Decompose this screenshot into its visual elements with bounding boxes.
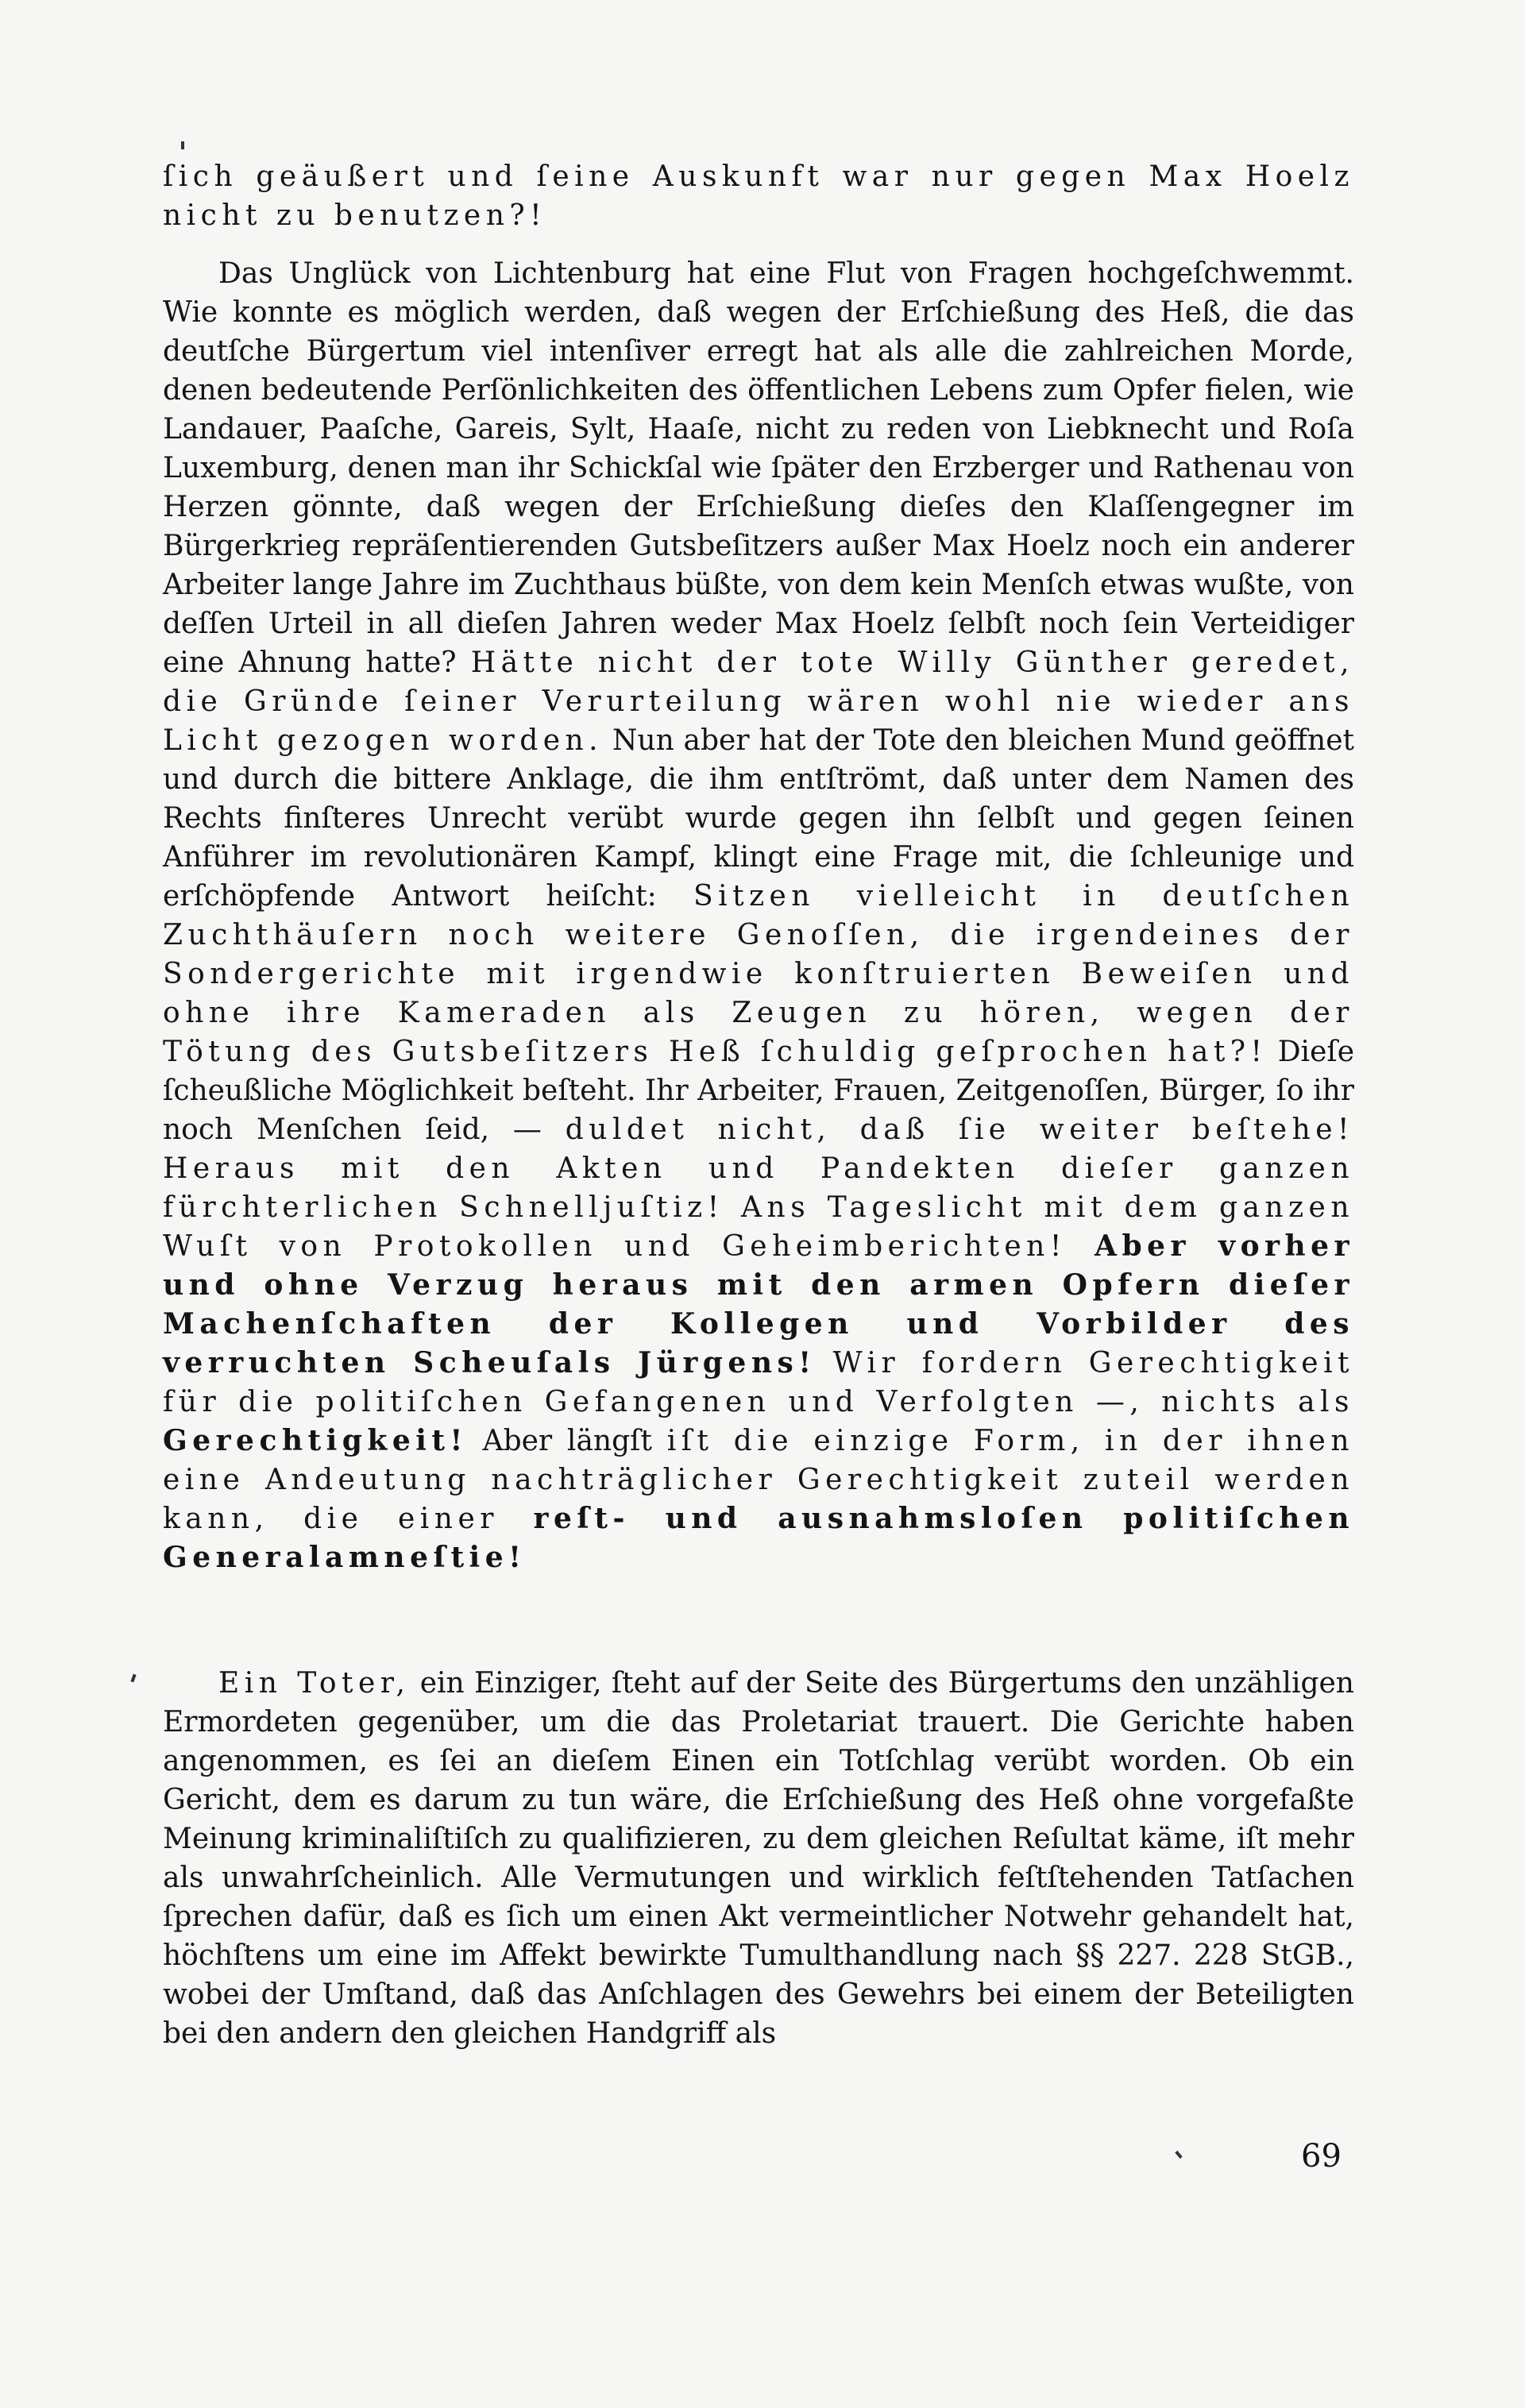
paragraph <box>163 254 1354 1577</box>
text-run: Gerechtigkeit! <box>163 1424 468 1457</box>
text-run: Ein Toter, <box>218 1667 411 1700</box>
ink-mark <box>1175 2151 1182 2159</box>
text-run: Wir fordern Gerechtigkeit für die politiſchen Gefangenen und Verfolgten —, nichts als <box>163 1347 1355 1418</box>
text-run: Aber vorher und ohne Verzug heraus mit den armen Opfern dieſer Machenſchaften der Kollegen und Vorbilder des verruchten Scheuſals Jürgens! <box>163 1229 1354 1380</box>
ink-mark <box>130 1674 136 1683</box>
paragraph <box>163 1664 1354 2053</box>
text-run: Das Unglück von Lichtenburg hat eine Flut von Fragen hochgeſchwemmt. Wie konnte es möglich werden, daß wegen der Erſchießung des Heß, die das deutſche Bürgertum viel intenſiver erregt hat als alle die zahlreichen Morde, denen bedeutende Perſönlichkeiten des öffentlichen Lebens zum Opfer fielen, wie Landauer, Paaſche, Gareis, Sylt, Haaſe, nicht zu reden von Liebknecht und Roſa Luxemburg, denen man ihr Schickſal wie ſpäter den Erzberger und Rathenau von Herzen gönnte, daß wegen der Erſchießung dieſes den Klaſſengegner im Bürgerkrieg repräſentierenden Gutsbeſitzers außer Max Hoelz noch ein anderer Arbeiter lange Jahre im Zuchthaus büßte, von dem kein Menſch etwas wußte, von deſſen Urteil in all dieſen Jahren weder Max Hoelz ſelbſt noch ſein Verteidiger eine Ahnung hatte? <box>163 257 1354 679</box>
text-run: reſt- und ausnahmsloſen politiſchen Generalamneſtie! <box>163 1502 1354 1574</box>
paragraph <box>163 157 1354 235</box>
page-number: 69 <box>1301 2138 1342 2175</box>
text-run: duldet nicht, daß ſie weiter beſtehe! Heraus mit den Akten und Pandekten dieſer ganzen fürchterlichen Schnelljuſtiz! Ans Tageslicht mit dem ganzen Wuſt von Protokollen und Geheimberichten! <box>163 1113 1354 1263</box>
text-run: iſt die einzige Form, in der ihnen eine Andeutung nachträglicher Gerechtigkeit zuteil werden kann, die einer <box>163 1425 1354 1535</box>
text-run: Nun aber hat der Tote den bleichen Mund geöffnet und durch die bittere Anklage, die ihm entſtrömt, daß unter dem Namen des Rechts finſteres Unrecht verübt wurde gegen ihn ſelbſt und gegen ſeinen Anführer im revolutionären Kampf, klingt eine Frage mit, die ſchleunige und erſchöpfende Antwort heiſcht: <box>163 724 1354 913</box>
text-run: Sitzen vielleicht in deutſchen Zuchthäuſern noch weitere Genoſſen, die irgendeines der Sondergerichte mit irgendwie konſtruierten Beweiſen und ohne ihre Kameraden als Zeugen zu hören, wegen der Tötung des Gutsbeſitzers Heß ſchuldig geſprochen hat?! <box>163 880 1354 1068</box>
ink-mark <box>181 141 184 149</box>
text-run: Hätte nicht der tote Willy Günther geredet, die Gründe ſeiner Verurteilung wären wohl nie wieder ans Licht gezogen worden. <box>163 646 1354 757</box>
text-run: Aber längſt <box>467 1425 667 1457</box>
text-run: ein Einziger, ſteht auf der Seite des Bürgertums den unzähligen Ermordeten gegenüber, um die das Proletariat trauert. Die Gerichte haben angenommen, es ſei an dieſem Einen ein Totſchlag verübt worden. Ob ein Gericht, dem es darum zu tun wäre, die Erſchießung des Heß ohne vorgefaßte Meinung kriminaliſtiſch zu qualifizieren, zu dem gleichen Reſultat käme, iſt mehr als unwahrſcheinlich. Alle Vermutungen und wirklich feſtſtehenden Tatſachen ſprechen dafür, daß es ſich um einen Akt vermeintlicher Notwehr gehandelt hat, höchſtens um eine im Affekt bewirkte Tumulthandlung nach §§ 227. 228 StGB., wobei der Umſtand, daß das Anſchlagen des Gewehrs bei einem der Beteiligten bei den andern den gleichen Handgriff als <box>163 1667 1354 2050</box>
text-run <box>817 1347 833 1380</box>
text-run: ſich geäußert und ſeine Auskunft war nur gegen Max Hoelz nicht zu benutzen?! <box>163 160 1354 232</box>
text-run: Dieſe ſcheußliche Möglichkeit beſteht. Ihr Arbeiter, Frauen, Zeitgenoſſen, Bürger, ſo ihr noch Menſchen ſeid, — <box>163 1036 1354 1146</box>
